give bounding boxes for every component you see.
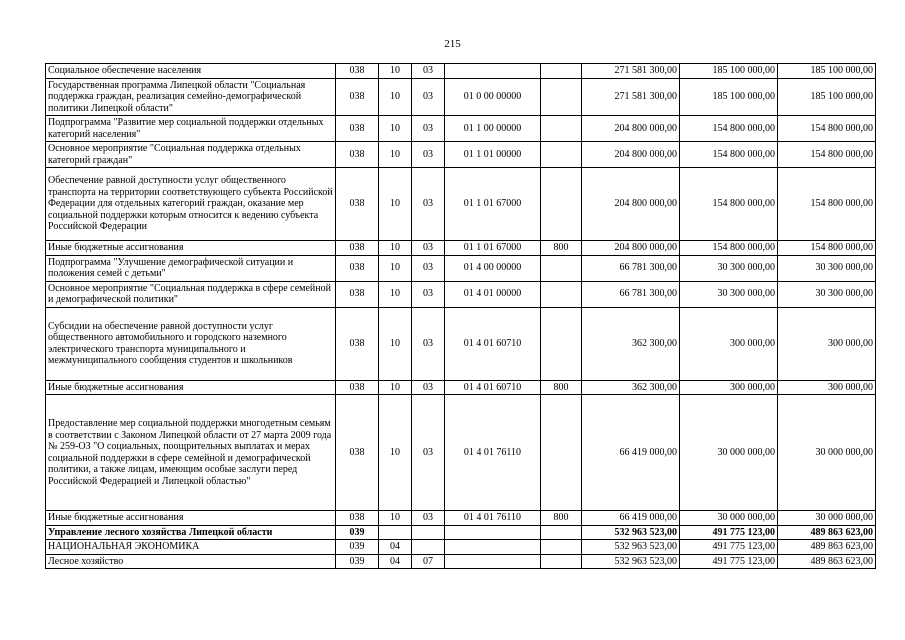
cell-amount-1: 532 963 523,00 [582,554,680,569]
cell-target-article: 01 4 01 60710 [445,380,541,395]
cell-ved: 038 [336,255,379,281]
cell-amount-2: 154 800 000,00 [680,241,778,256]
table-row [46,525,876,540]
cell-name: Подпрограмма "Развитие мер социальной поддержки отдельных категорий населения" [46,116,336,142]
cell-expense-type [541,525,582,540]
cell-expense-type [541,142,582,168]
cell-section [379,525,412,540]
cell-target-article: 01 4 01 76110 [445,395,541,511]
cell-ved: 039 [336,540,379,555]
cell-amount-2: 154 800 000,00 [680,168,778,241]
cell-section: 04 [379,540,412,555]
cell-expense-type: 800 [541,380,582,395]
cell-amount-1: 271 581 300,00 [582,78,680,116]
cell-section: 10 [379,511,412,526]
cell-amount-3: 300 000,00 [778,380,876,395]
cell-ved: 038 [336,307,379,380]
cell-ved: 038 [336,281,379,307]
cell-amount-2: 30 300 000,00 [680,255,778,281]
table-row [46,116,876,142]
cell-expense-type: 800 [541,241,582,256]
cell-amount-1: 66 781 300,00 [582,255,680,281]
cell-name: Государственная программа Липецкой области "Социальная поддержка граждан, реализация семейно-демографической политики Липецкой области" [46,78,336,116]
cell-name: Управление лесного хозяйства Липецкой области [46,525,336,540]
cell-ved: 038 [336,241,379,256]
cell-amount-1: 204 800 000,00 [582,116,680,142]
cell-target-article: 01 1 01 67000 [445,168,541,241]
cell-expense-type [541,64,582,79]
cell-expense-type [541,168,582,241]
cell-subsection: 03 [412,380,445,395]
budget-table-body [46,64,876,569]
cell-amount-3: 300 000,00 [778,307,876,380]
cell-amount-1: 66 419 000,00 [582,395,680,511]
cell-subsection: 03 [412,511,445,526]
cell-amount-3: 154 800 000,00 [778,116,876,142]
cell-name: Иные бюджетные ассигнования [46,241,336,256]
cell-target-article: 01 1 01 67000 [445,241,541,256]
cell-expense-type [541,116,582,142]
cell-section: 10 [379,116,412,142]
cell-amount-1: 271 581 300,00 [582,64,680,79]
cell-section: 04 [379,554,412,569]
cell-amount-2: 491 775 123,00 [680,554,778,569]
table-row [46,255,876,281]
cell-ved: 038 [336,380,379,395]
cell-name: Предоставление мер социальной поддержки многодетным семьям в соответствии с Законом Липецкой области от 27 марта 2009 года № 259-ОЗ "О социальных, поощрительных выплатах и мерах социальной поддержки в сфере семейной и демографической политики, а также лицам, имеющим особые заслуги перед Российской Федерацией и Липецкой областью" [46,395,336,511]
cell-target-article [445,540,541,555]
cell-amount-2: 300 000,00 [680,380,778,395]
cell-amount-2: 30 000 000,00 [680,511,778,526]
cell-subsection: 03 [412,64,445,79]
table-row [46,511,876,526]
table-row [46,281,876,307]
cell-amount-3: 185 100 000,00 [778,78,876,116]
cell-subsection: 03 [412,395,445,511]
cell-subsection: 03 [412,307,445,380]
cell-amount-2: 30 000 000,00 [680,395,778,511]
cell-amount-2: 491 775 123,00 [680,525,778,540]
cell-amount-3: 154 800 000,00 [778,168,876,241]
cell-amount-2: 30 300 000,00 [680,281,778,307]
cell-ved: 038 [336,168,379,241]
cell-target-article: 01 0 00 00000 [445,78,541,116]
cell-section: 10 [379,142,412,168]
cell-amount-3: 185 100 000,00 [778,64,876,79]
cell-ved: 038 [336,78,379,116]
page-number: 215 [444,38,461,50]
table-row [46,554,876,569]
cell-amount-1: 362 300,00 [582,380,680,395]
cell-ved: 039 [336,525,379,540]
cell-section: 10 [379,395,412,511]
cell-subsection: 03 [412,241,445,256]
cell-amount-3: 154 800 000,00 [778,142,876,168]
cell-amount-2: 185 100 000,00 [680,64,778,79]
cell-subsection: 03 [412,255,445,281]
cell-subsection: 03 [412,142,445,168]
cell-amount-1: 362 300,00 [582,307,680,380]
cell-amount-2: 491 775 123,00 [680,540,778,555]
cell-section: 10 [379,168,412,241]
cell-name: Основное мероприятие "Социальная поддержка в сфере семейной и демографической политики" [46,281,336,307]
cell-ved: 038 [336,64,379,79]
cell-section: 10 [379,64,412,79]
cell-amount-3: 489 863 623,00 [778,525,876,540]
cell-target-article: 01 4 01 00000 [445,281,541,307]
cell-name: Обеспечение равной доступности услуг общественного транспорта на территории соответствующего субъекта Российской Федерации для отдельных категорий граждан, оказание мер социальной поддержки которым относится к ведению субъекта Российской Федерации [46,168,336,241]
cell-amount-1: 66 781 300,00 [582,281,680,307]
cell-amount-1: 204 800 000,00 [582,168,680,241]
cell-name: Социальное обеспечение населения [46,64,336,79]
cell-amount-3: 30 000 000,00 [778,395,876,511]
cell-subsection: 03 [412,116,445,142]
cell-target-article [445,525,541,540]
cell-section: 10 [379,78,412,116]
cell-name: Субсидии на обеспечение равной доступности услуг общественного автомобильного и городского наземного электрического транспорта муниципального и межмуниципального сообщения студентов и школьников [46,307,336,380]
cell-name: НАЦИОНАЛЬНАЯ ЭКОНОМИКА [46,540,336,555]
cell-expense-type [541,307,582,380]
cell-expense-type [541,255,582,281]
cell-amount-3: 154 800 000,00 [778,241,876,256]
cell-target-article: 01 4 01 60710 [445,307,541,380]
cell-subsection: 03 [412,281,445,307]
cell-section: 10 [379,255,412,281]
cell-amount-3: 489 863 623,00 [778,554,876,569]
cell-ved: 038 [336,116,379,142]
cell-expense-type: 800 [541,511,582,526]
table-row [46,395,876,511]
cell-section: 10 [379,307,412,380]
table-row [46,64,876,79]
table-row [46,241,876,256]
cell-amount-1: 532 963 523,00 [582,525,680,540]
cell-expense-type [541,554,582,569]
table-row [46,168,876,241]
cell-amount-1: 204 800 000,00 [582,142,680,168]
cell-subsection: 03 [412,168,445,241]
cell-subsection [412,525,445,540]
cell-subsection: 07 [412,554,445,569]
cell-amount-3: 30 000 000,00 [778,511,876,526]
cell-name: Иные бюджетные ассигнования [46,380,336,395]
cell-target-article [445,554,541,569]
cell-name: Основное мероприятие "Социальная поддержка отдельных категорий граждан" [46,142,336,168]
cell-target-article: 01 1 01 00000 [445,142,541,168]
cell-target-article: 01 4 01 76110 [445,511,541,526]
cell-amount-1: 204 800 000,00 [582,241,680,256]
cell-section: 10 [379,380,412,395]
cell-amount-2: 154 800 000,00 [680,142,778,168]
cell-target-article: 01 1 00 00000 [445,116,541,142]
cell-ved: 039 [336,554,379,569]
table-row [46,142,876,168]
cell-section: 10 [379,281,412,307]
cell-name: Иные бюджетные ассигнования [46,511,336,526]
cell-section: 10 [379,241,412,256]
cell-amount-3: 489 863 623,00 [778,540,876,555]
cell-name: Подпрограмма "Улучшение демографической ситуации и положения семей с детьми" [46,255,336,281]
cell-ved: 038 [336,395,379,511]
cell-amount-2: 154 800 000,00 [680,116,778,142]
cell-amount-3: 30 300 000,00 [778,281,876,307]
table-row [46,540,876,555]
cell-expense-type [541,395,582,511]
table-row [46,78,876,116]
cell-expense-type [541,281,582,307]
table-row [46,307,876,380]
cell-amount-1: 66 419 000,00 [582,511,680,526]
cell-amount-2: 185 100 000,00 [680,78,778,116]
cell-expense-type [541,540,582,555]
cell-ved: 038 [336,511,379,526]
cell-amount-3: 30 300 000,00 [778,255,876,281]
cell-name: Лесное хозяйство [46,554,336,569]
budget-table [45,63,876,569]
cell-target-article: 01 4 00 00000 [445,255,541,281]
cell-amount-2: 300 000,00 [680,307,778,380]
table-row [46,380,876,395]
cell-ved: 038 [336,142,379,168]
cell-expense-type [541,78,582,116]
cell-subsection [412,540,445,555]
cell-subsection: 03 [412,78,445,116]
cell-target-article [445,64,541,79]
cell-amount-1: 532 963 523,00 [582,540,680,555]
